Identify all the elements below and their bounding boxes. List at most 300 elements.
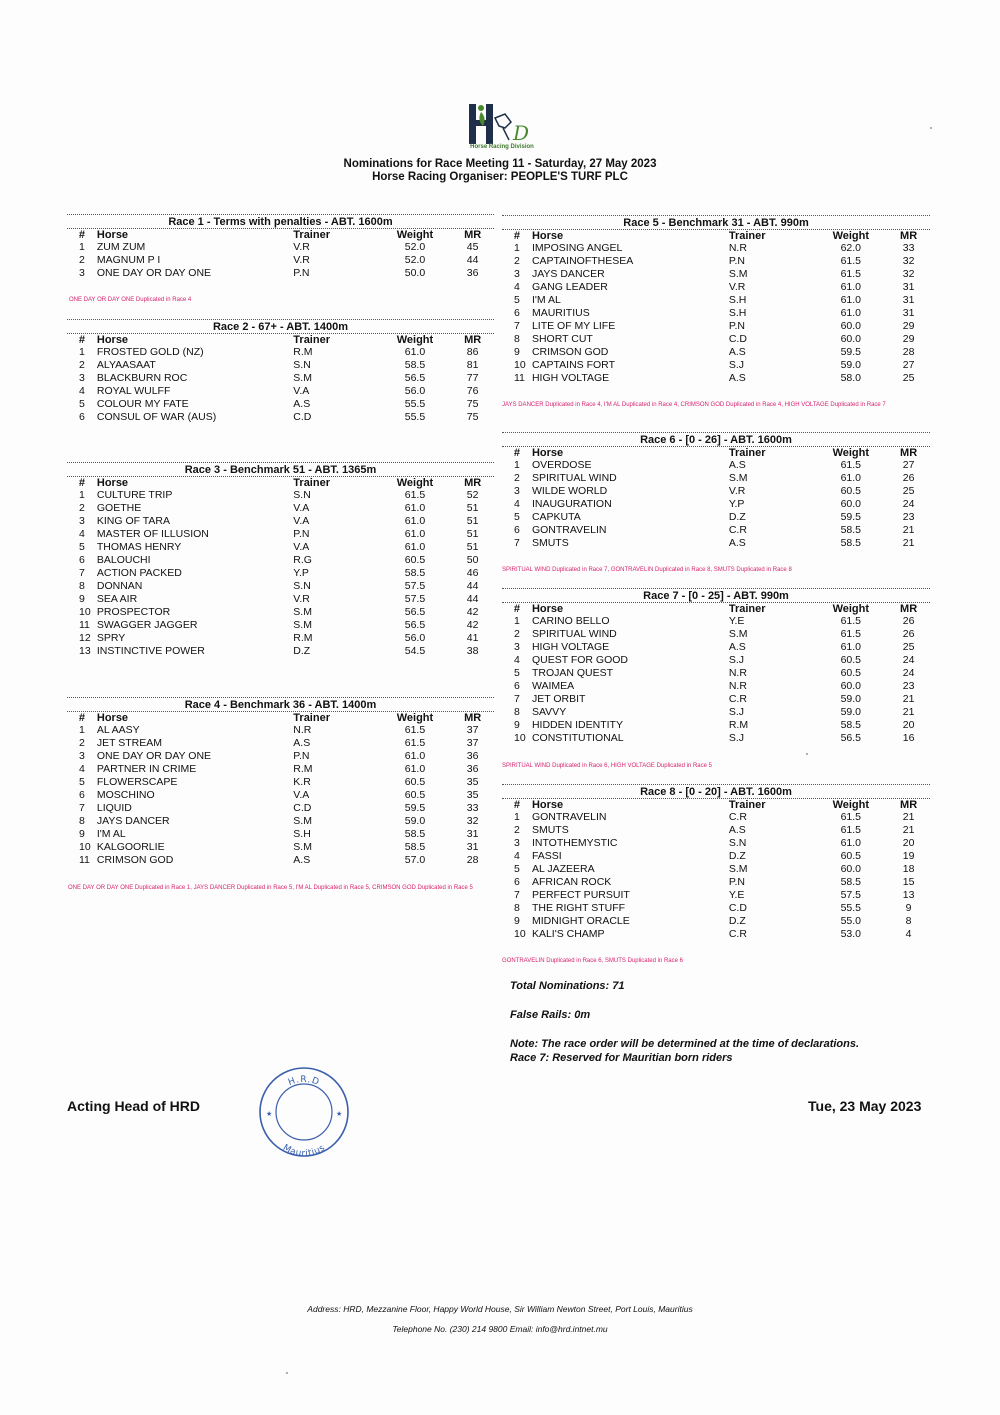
table-row (502, 811, 930, 824)
cell-no: 9 (514, 719, 520, 731)
cell-trainer: S.M (293, 815, 312, 827)
cell-mr: 31 (902, 294, 915, 306)
cell-trainer: D.Z (293, 645, 311, 657)
cell-trainer: C.R (728, 811, 747, 823)
cell-trainer: P.N (728, 255, 745, 267)
cell-mr: 50 (466, 554, 479, 566)
cell-horse: SPIRITUAL WIND (531, 472, 617, 484)
table-row (67, 841, 494, 854)
cell-no: 11 (514, 372, 525, 384)
cell-no: 6 (514, 876, 520, 888)
logo-caption: Horse Racing Division (470, 144, 534, 150)
cell-weight: 61.5 (840, 268, 862, 280)
cell-horse: GANG LEADER (531, 281, 608, 293)
cell-trainer: Y.E (728, 615, 745, 627)
cell-weight: 58.5 (404, 828, 426, 840)
cell-trainer: Y.E (728, 889, 745, 901)
cell-mr: 15 (902, 876, 915, 888)
cell-no: 12 (79, 632, 91, 644)
cell-horse: FLOWERSCAPE (96, 776, 178, 788)
cell-horse: JET ORBIT (531, 693, 586, 705)
cell-mr: 13 (902, 889, 915, 901)
column-header-no: # (513, 799, 521, 811)
cell-no: 5 (514, 511, 520, 523)
column-header-no: # (513, 230, 521, 242)
cell-weight: 61.0 (404, 528, 426, 540)
cell-no: 5 (514, 294, 520, 306)
cell-trainer: P.N (293, 750, 310, 762)
cell-no: 3 (79, 267, 85, 279)
cell-horse: COLOUR MY FATE (96, 398, 189, 410)
cell-no: 4 (79, 385, 85, 397)
cell-mr: 26 (902, 615, 915, 627)
table-row (67, 241, 494, 254)
table-row (502, 372, 930, 385)
cell-weight: 61.0 (404, 515, 426, 527)
cell-no: 8 (514, 706, 520, 718)
cell-weight: 61.0 (404, 346, 426, 358)
cell-mr: 77 (466, 372, 479, 384)
cell-mr: 20 (902, 719, 915, 731)
cell-horse: HIDDEN IDENTITY (531, 719, 623, 731)
cell-trainer: D.Z (728, 850, 746, 862)
cell-trainer: A.S (293, 398, 311, 410)
cell-weight: 50.0 (404, 267, 426, 279)
table-row (502, 268, 930, 281)
table-header-row (67, 712, 494, 724)
cell-mr: 29 (902, 320, 915, 332)
cell-mr: 36 (466, 750, 479, 762)
cell-no: 2 (79, 254, 85, 266)
table-row (502, 346, 930, 359)
table-row (67, 398, 494, 411)
cell-trainer: A.S (728, 459, 746, 471)
cell-weight: 61.0 (840, 641, 862, 653)
cell-horse: AFRICAN ROCK (531, 876, 612, 888)
table-header-row (502, 603, 930, 615)
document-subtitle: Horse Racing Organiser: PEOPLE'S TURF PLC (372, 171, 628, 183)
cell-weight: 61.5 (840, 811, 862, 823)
cell-horse: DONNAN (96, 580, 143, 592)
stamp-bottom-text: Mauritius (280, 1142, 328, 1160)
cell-weight: 53.0 (840, 928, 862, 940)
cell-trainer: N.R (293, 724, 312, 736)
cell-no: 9 (514, 346, 520, 358)
cell-mr: 51 (466, 528, 479, 540)
cell-no: 3 (514, 485, 520, 497)
table-row (502, 281, 930, 294)
cell-horse: GONTRAVELIN (531, 811, 607, 823)
cell-trainer: A.S (728, 824, 746, 836)
table-row (67, 750, 494, 763)
cell-no: 2 (514, 255, 520, 267)
cell-mr: 81 (466, 359, 479, 371)
cell-trainer: V.R (728, 485, 746, 497)
cell-no: 7 (514, 320, 520, 332)
table-row (502, 485, 930, 498)
cell-trainer: A.S (728, 372, 746, 384)
scan-speck (806, 753, 808, 755)
cell-horse: CAPTAINS FORT (531, 359, 615, 371)
race-4-note: ONE DAY OR DAY ONE Duplicated in Race 1, JAYS DANCER Duplicated in Race 5, I'M AL Duplicated in Race 5, CRIMSON GOD Duplicated in Race 5 (68, 885, 473, 891)
cell-no: 2 (79, 502, 85, 514)
cell-weight: 56.0 (404, 385, 426, 397)
cell-trainer: R.G (293, 554, 312, 566)
cell-mr: 86 (466, 346, 479, 358)
cell-mr: 76 (466, 385, 479, 397)
cell-no: 3 (79, 515, 85, 527)
cell-no: 2 (79, 737, 85, 749)
cell-trainer: S.M (728, 628, 748, 640)
cell-no: 6 (79, 411, 85, 423)
cell-horse: INSTINCTIVE POWER (96, 645, 205, 657)
cell-horse: TROJAN QUEST (531, 667, 614, 679)
cell-horse: SEA AIR (96, 593, 138, 605)
cell-weight: 56.5 (840, 732, 862, 744)
cell-mr: 25 (902, 372, 915, 384)
cell-mr: 21 (902, 537, 915, 549)
cell-trainer: S.N (293, 580, 311, 592)
column-header-mr: MR (464, 334, 482, 346)
cell-no: 7 (514, 537, 520, 549)
table-row (67, 567, 494, 580)
cell-trainer: S.M (728, 472, 748, 484)
table-row (67, 828, 494, 841)
cell-no: 10 (514, 732, 526, 744)
column-header-weight: Weight (396, 477, 434, 489)
cell-mr: 33 (466, 802, 479, 814)
cell-horse: CULTURE TRIP (96, 489, 173, 501)
table-row (67, 489, 494, 502)
cell-trainer: S.H (293, 828, 311, 840)
cell-weight: 61.5 (840, 459, 862, 471)
table-row (67, 815, 494, 828)
signatory-title: Acting Head of HRD (67, 1098, 200, 1114)
race-title: Race 6 - [0 - 26] - ABT. 1600m (502, 432, 930, 447)
race-title: Race 2 - 67+ - ABT. 1400m (67, 319, 494, 334)
cell-no: 10 (79, 841, 91, 853)
cell-no: 6 (514, 680, 520, 692)
race-1-table (67, 214, 494, 280)
cell-weight: 59.0 (840, 359, 862, 371)
race-6-note: SPIRITUAL WIND Duplicated in Race 7, GONTRAVELIN Duplicated in Race 8, SMUTS Duplicated in Race 8 (502, 567, 792, 573)
scan-speck (286, 1372, 288, 1374)
cell-weight: 52.0 (404, 254, 426, 266)
cell-no: 10 (514, 359, 526, 371)
race-8-table (502, 784, 930, 941)
cell-no: 5 (79, 541, 85, 553)
cell-no: 8 (79, 815, 85, 827)
table-row (67, 763, 494, 776)
race-1-note: ONE DAY OR DAY ONE Duplicated in Race 4 (69, 297, 192, 303)
cell-trainer: K.R (293, 776, 311, 788)
column-header-mr: MR (464, 229, 482, 241)
cell-mr: 16 (902, 732, 915, 744)
svg-text:Mauritius (281, 1143, 327, 1159)
nominations-table (502, 799, 930, 941)
cell-horse: CONSTITUTIONAL (531, 732, 624, 744)
cell-mr: 51 (466, 541, 479, 553)
cell-horse: I'M AL (531, 294, 561, 306)
cell-mr: 75 (466, 398, 479, 410)
table-row (67, 632, 494, 645)
cell-weight: 60.5 (840, 654, 862, 666)
cell-no: 9 (514, 915, 520, 927)
cell-mr: 37 (466, 724, 479, 736)
cell-horse: LIQUID (96, 802, 132, 814)
cell-trainer: C.D (728, 333, 747, 345)
nominations-table (67, 477, 494, 658)
cell-horse: INAUGURATION (531, 498, 612, 510)
table-row (67, 411, 494, 424)
cell-trainer: S.J (728, 706, 744, 718)
cell-trainer: S.H (728, 294, 747, 306)
table-row (502, 320, 930, 333)
table-header-row (502, 230, 930, 242)
cell-weight: 60.5 (840, 485, 862, 497)
cell-horse: PROSPECTOR (96, 606, 171, 618)
table-row (502, 850, 930, 863)
svg-text:★: ★ (266, 1110, 273, 1118)
cell-mr: 21 (902, 693, 915, 705)
cell-no: 4 (79, 528, 85, 540)
cell-horse: HIGH VOLTAGE (531, 641, 610, 653)
cell-no: 11 (79, 854, 90, 866)
column-header-trainer: Trainer (293, 334, 330, 346)
cell-weight: 58.5 (404, 359, 426, 371)
cell-trainer: R.M (293, 632, 313, 644)
cell-trainer: C.D (728, 902, 747, 914)
column-header-no: # (513, 447, 521, 459)
cell-no: 2 (79, 359, 85, 371)
cell-mr: 46 (466, 567, 479, 579)
table-row (502, 242, 930, 255)
cell-weight: 55.5 (840, 902, 862, 914)
cell-horse: INTOTHEMYSTIC (531, 837, 618, 849)
table-row (67, 554, 494, 567)
cell-trainer: S.M (728, 863, 748, 875)
cell-weight: 59.0 (840, 693, 862, 705)
column-header-no: # (78, 229, 85, 241)
column-header-no: # (78, 477, 85, 489)
cell-no: 3 (514, 837, 520, 849)
cell-mr: 25 (902, 641, 915, 653)
cell-weight: 58.5 (840, 537, 862, 549)
column-header-trainer: Trainer (728, 447, 766, 459)
cell-weight: 61.5 (840, 615, 862, 627)
race-4-table (67, 697, 494, 867)
table-row (502, 498, 930, 511)
cell-horse: KING OF TARA (96, 515, 170, 527)
cell-horse: KALI'S CHAMP (531, 928, 605, 940)
cell-horse: ROYAL WULFF (96, 385, 171, 397)
cell-weight: 56.0 (404, 632, 426, 644)
table-row (502, 654, 930, 667)
table-row (502, 706, 930, 719)
table-row (502, 889, 930, 902)
column-header-horse: Horse (96, 229, 129, 241)
cell-weight: 61.0 (404, 502, 426, 514)
cell-no: 4 (514, 498, 520, 510)
cell-mr: 36 (466, 763, 479, 775)
svg-text:D: D (513, 121, 530, 145)
cell-no: 6 (514, 524, 520, 536)
cell-trainer: V.A (293, 789, 310, 801)
cell-no: 3 (514, 641, 520, 653)
cell-horse: QUEST FOR GOOD (531, 654, 629, 666)
cell-weight: 60.0 (840, 863, 862, 875)
table-row (67, 854, 494, 867)
cell-horse: JAYS DANCER (531, 268, 605, 280)
cell-trainer: C.D (293, 411, 312, 423)
cell-horse: CARINO BELLO (531, 615, 610, 627)
cell-trainer: S.H (728, 307, 747, 319)
cell-weight: 61.0 (840, 294, 862, 306)
cell-horse: I'M AL (96, 828, 126, 840)
cell-no: 2 (514, 472, 520, 484)
table-row (502, 333, 930, 346)
cell-trainer: S.M (293, 372, 312, 384)
table-row (502, 732, 930, 745)
cell-no: 1 (79, 346, 85, 358)
race-title: Race 5 - Benchmark 31 - ABT. 990m (502, 215, 930, 230)
column-header-trainer: Trainer (293, 477, 330, 489)
table-row (502, 615, 930, 628)
cell-weight: 61.0 (840, 281, 862, 293)
cell-weight: 60.0 (840, 333, 862, 345)
table-row (67, 619, 494, 632)
column-header-mr: MR (900, 447, 918, 459)
cell-no: 7 (79, 802, 85, 814)
document-date: Tue, 23 May 2023 (808, 1098, 922, 1114)
cell-mr: 44 (466, 254, 479, 266)
cell-mr: 44 (466, 580, 479, 592)
cell-horse: CONSUL OF WAR (AUS) (96, 411, 217, 423)
cell-weight: 61.0 (840, 472, 862, 484)
table-header-row (502, 447, 930, 459)
cell-mr: 21 (902, 824, 915, 836)
cell-horse: MAGNUM P I (96, 254, 161, 266)
column-header-weight: Weight (832, 799, 870, 811)
cell-no: 6 (79, 554, 85, 566)
table-row (67, 372, 494, 385)
cell-horse: ALYAASAAT (96, 359, 156, 371)
column-header-weight: Weight (832, 447, 870, 459)
cell-mr: 35 (466, 789, 479, 801)
race-5-table (502, 215, 930, 385)
table-row (67, 645, 494, 658)
cell-horse: OVERDOSE (531, 459, 592, 471)
cell-horse: MIDNIGHT ORACLE (531, 915, 630, 927)
cell-weight: 61.5 (840, 255, 862, 267)
cell-horse: SHORT CUT (531, 333, 593, 345)
cell-mr: 31 (902, 281, 915, 293)
cell-weight: 61.0 (840, 837, 862, 849)
table-row (502, 524, 930, 537)
cell-mr: 21 (902, 811, 915, 823)
table-row (67, 541, 494, 554)
cell-weight: 57.5 (404, 593, 426, 605)
table-header-row (502, 799, 930, 811)
cell-trainer: V.A (293, 515, 310, 527)
cell-weight: 60.0 (840, 498, 862, 510)
cell-mr: 29 (902, 333, 915, 345)
cell-weight: 59.5 (840, 346, 862, 358)
cell-horse: HIGH VOLTAGE (531, 372, 610, 384)
cell-trainer: C.D (293, 802, 312, 814)
cell-weight: 60.5 (840, 667, 862, 679)
cell-mr: 45 (466, 241, 479, 253)
cell-trainer: S.J (728, 732, 744, 744)
cell-weight: 61.5 (840, 628, 862, 640)
table-row (502, 459, 930, 472)
cell-weight: 60.0 (840, 680, 862, 692)
cell-horse: SMUTS (531, 824, 569, 836)
cell-horse: KALGOORLIE (96, 841, 165, 853)
cell-mr: 23 (902, 680, 915, 692)
cell-horse: SPIRITUAL WIND (531, 628, 617, 640)
cell-mr: 41 (466, 632, 479, 644)
race-2-table (67, 319, 494, 424)
race-6-table (502, 432, 930, 550)
cell-mr: 9 (905, 902, 912, 914)
cell-trainer: V.A (293, 385, 310, 397)
table-row (67, 528, 494, 541)
cell-trainer: V.R (293, 593, 310, 605)
cell-trainer: N.R (728, 680, 747, 692)
cell-no: 3 (79, 750, 85, 762)
table-row (502, 472, 930, 485)
cell-trainer: C.R (728, 524, 747, 536)
column-header-weight: Weight (396, 334, 434, 346)
cell-trainer: R.M (728, 719, 749, 731)
race-title: Race 1 - Terms with penalties - ABT. 1600m (67, 214, 494, 229)
cell-trainer: A.S (728, 346, 746, 358)
race-3-table (67, 462, 494, 658)
column-header-horse: Horse (531, 230, 564, 242)
cell-no: 1 (79, 241, 85, 253)
table-row (502, 824, 930, 837)
cell-mr: 32 (902, 255, 915, 267)
cell-weight: 57.5 (404, 580, 426, 592)
cell-trainer: Y.P (728, 498, 745, 510)
cell-horse: BLACKBURN ROC (96, 372, 188, 384)
cell-no: 7 (79, 567, 85, 579)
cell-weight: 52.0 (404, 241, 426, 253)
column-header-trainer: Trainer (293, 229, 330, 241)
cell-weight: 57.5 (840, 889, 862, 901)
address-line: Address: HRD, Mezzanine Floor, Happy World House, Sir William Newton Street, Port Louis, Mauritius (307, 1304, 693, 1314)
cell-horse: PARTNER IN CRIME (96, 763, 197, 775)
column-header-trainer: Trainer (728, 799, 766, 811)
cell-trainer: N.R (728, 667, 747, 679)
cell-mr: 8 (905, 915, 912, 927)
cell-horse: JET STREAM (96, 737, 163, 749)
cell-trainer: S.N (728, 837, 747, 849)
cell-no: 8 (79, 580, 85, 592)
table-row (502, 307, 930, 320)
table-row (502, 837, 930, 850)
cell-no: 1 (79, 489, 85, 501)
table-row (502, 255, 930, 268)
table-row (67, 502, 494, 515)
cell-trainer: V.R (728, 281, 746, 293)
table-row (67, 267, 494, 280)
cell-weight: 55.5 (404, 398, 426, 410)
cell-weight: 55.0 (840, 915, 862, 927)
cell-mr: 28 (466, 854, 479, 866)
cell-no: 4 (514, 281, 520, 293)
